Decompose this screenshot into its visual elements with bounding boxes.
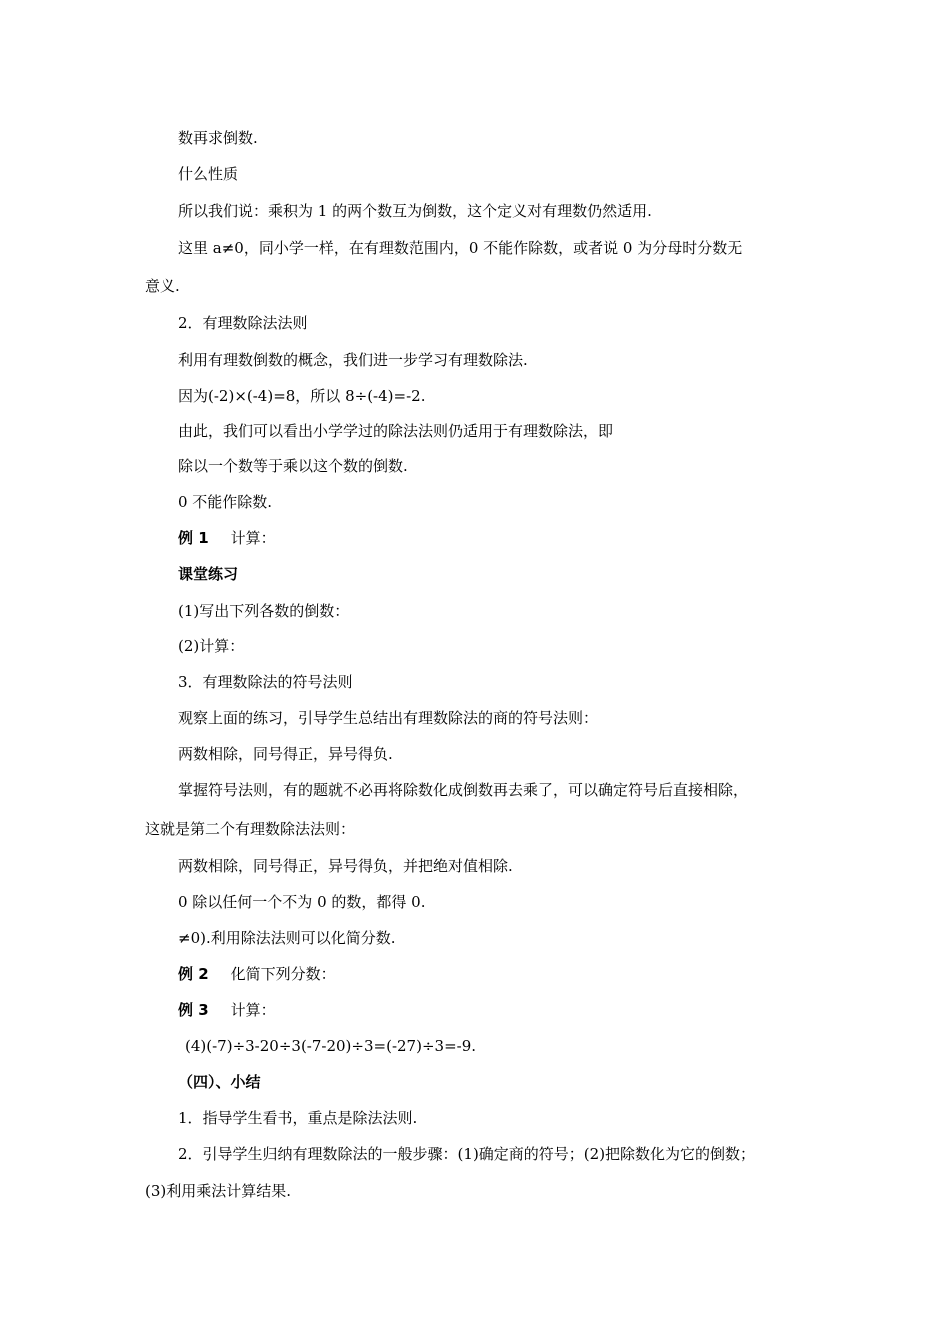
text-line: (1)写出下列各数的倒数： (178, 602, 350, 620)
text-line: 所以我们说：乘积为 1 的两个数互为倒数，这个定义对有理数仍然适用. (178, 202, 652, 220)
text-line: 观察上面的练习，引导学生总结出有理数除法的商的符号法则： (178, 709, 599, 727)
text-line: ≠0).利用除法法则可以化简分数. (178, 929, 396, 947)
practice-heading: 课堂练习 (178, 565, 239, 583)
example-label: 例 2 (178, 965, 209, 983)
text-line: 这里 a≠0，同小学一样，在有理数范围内，0 不能作除数，或者说 0 为分母时分数无 (178, 239, 743, 257)
text-line: 掌握符号法则，有的题就不必再将除数化成倒数再去乘了，可以确定符号后直接相除， (178, 781, 749, 799)
text-line: 0 不能作除数. (178, 493, 273, 511)
text-line: 0 除以任何一个不为 0 的数，都得 0. (178, 893, 426, 911)
text-line: 2．引导学生归纳有理数除法的一般步骤：(1)确定商的符号；(2)把除数化为它的倒数； (178, 1145, 756, 1163)
text-line: 两数相除，同号得正，异号得负，并把绝对值相除. (178, 857, 513, 875)
example-2 (178, 964, 336, 984)
text-line: 数再求倒数. (178, 129, 258, 147)
example-text: 化简下列分数： (230, 965, 336, 983)
text-line: 除以一个数等于乘以这个数的倒数. (178, 457, 408, 475)
text-line: 两数相除，同号得正，异号得负. (178, 745, 393, 763)
example-label: 例 1 (178, 529, 209, 547)
text-line: 1．指导学生看书，重点是除法法则. (178, 1109, 418, 1127)
text-line: (4)(-7)÷3-20÷3(-7-20)÷3=(-27)÷3=-9. (185, 1037, 477, 1055)
text-line: (3)利用乘法计算结果. (145, 1182, 292, 1200)
section-heading: 3．有理数除法的符号法则 (178, 673, 353, 691)
example-text: 计算： (230, 1001, 276, 1019)
text-line: 利用有理数倒数的概念，我们进一步学习有理数除法. (178, 351, 528, 369)
example-label: 例 3 (178, 1001, 209, 1019)
text-line: 由此，我们可以看出小学学过的除法法则仍适用于有理数除法，即 (178, 422, 614, 440)
example-1 (178, 528, 276, 548)
summary-heading: （四）、小结 (178, 1073, 261, 1091)
section-heading: 2．有理数除法法则 (178, 314, 308, 332)
example-text: 计算： (230, 529, 276, 547)
text-line: 这就是第二个有理数除法法则： (145, 820, 356, 838)
text-line: 什么性质 (178, 165, 239, 183)
text-line: 因为(-2)×(-4)=8，所以 8÷(-4)=-2. (178, 387, 426, 405)
example-3 (178, 1000, 276, 1020)
text-line: 意义. (145, 277, 180, 295)
text-line: (2)计算： (178, 637, 245, 655)
